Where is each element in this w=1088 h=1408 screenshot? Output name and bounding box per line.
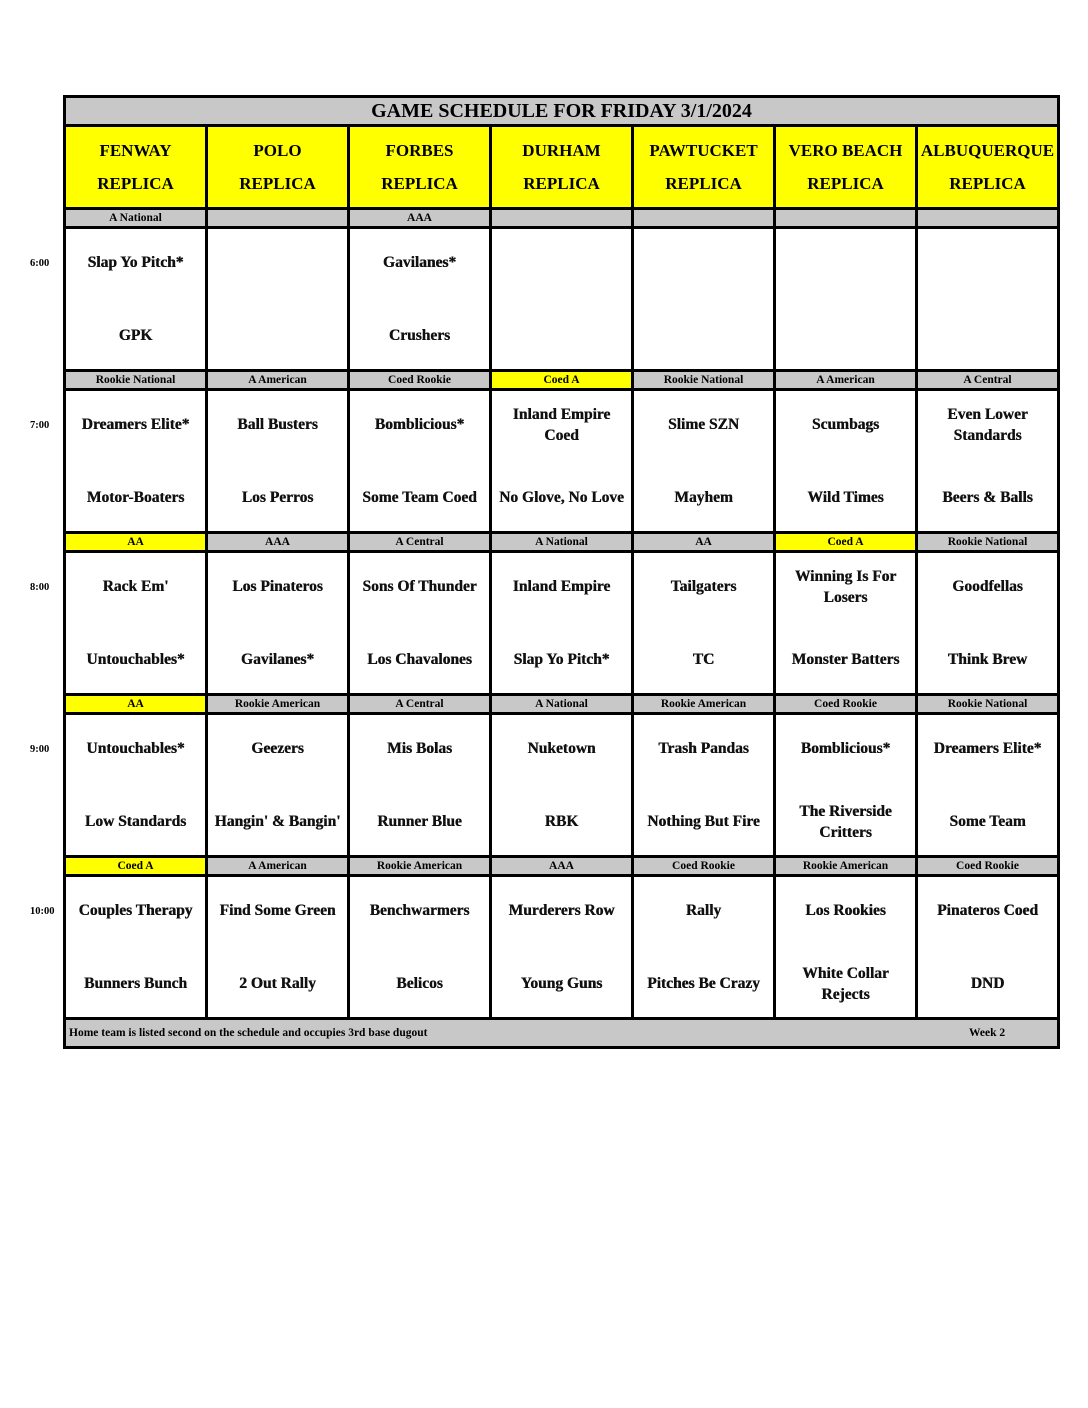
away-team: Ball Busters	[237, 416, 318, 433]
field-header-row	[65, 126, 1059, 209]
division-row	[65, 371, 1059, 390]
home-team: White Collar Rejects	[802, 964, 889, 1003]
away-team: Trash Pandas	[658, 740, 749, 757]
division-label: A National	[491, 533, 633, 552]
field-header	[491, 126, 633, 209]
home-team	[634, 308, 773, 364]
division-label: AAA	[349, 209, 491, 228]
game-cell	[917, 552, 1059, 695]
division-label: AA	[65, 533, 207, 552]
division-label: Rookie American	[633, 695, 775, 714]
game-cell	[917, 228, 1059, 371]
game-row	[65, 228, 1059, 371]
game-cell	[349, 552, 491, 695]
division-label	[633, 209, 775, 228]
division-label	[491, 209, 633, 228]
field-name: VERO BEACH	[788, 141, 903, 160]
division-label: Rookie National	[633, 371, 775, 390]
away-team: Benchwarmers	[369, 902, 470, 919]
field-name: PAWTUCKET	[649, 141, 758, 160]
away-team: Even Lower Standards	[947, 405, 1028, 444]
schedule-slots	[65, 209, 1059, 1019]
home-team: Pitches Be Crazy	[647, 975, 760, 992]
home-team: Los Chavalones	[367, 651, 472, 668]
game-cell	[349, 228, 491, 371]
division-label: AAA	[207, 533, 349, 552]
home-team: Some Team Coed	[362, 489, 477, 506]
home-team: Runner Blue	[377, 813, 462, 830]
division-label: A American	[207, 857, 349, 876]
game-cell	[917, 876, 1059, 1019]
game-cell	[633, 228, 775, 371]
time-label: 9:00	[30, 743, 50, 755]
division-label: A Central	[349, 533, 491, 552]
field-header	[65, 126, 207, 209]
game-cell	[491, 552, 633, 695]
field-name: DURHAM	[522, 141, 601, 160]
away-team: Pinateros Coed	[937, 902, 1038, 919]
away-team: Dreamers Elite*	[933, 740, 1042, 757]
away-team: Rack Em'	[102, 578, 169, 595]
home-team: TC	[692, 651, 715, 668]
away-team: Inland Empire Coed	[512, 405, 611, 444]
home-team	[208, 308, 347, 364]
home-team: Some Team	[949, 813, 1026, 830]
home-team	[918, 308, 1057, 364]
game-cell	[775, 552, 917, 695]
home-team: Wild Times	[807, 489, 884, 506]
home-team: GPK	[118, 327, 153, 344]
division-row	[65, 209, 1059, 228]
game-cell	[491, 714, 633, 857]
division-label: AAA	[491, 857, 633, 876]
division-label: Coed A	[65, 857, 207, 876]
away-team: Goodfellas	[952, 578, 1023, 595]
time-label: 7:00	[30, 419, 50, 431]
game-cell	[491, 390, 633, 533]
field-name: POLO	[253, 141, 302, 160]
game-cell	[207, 390, 349, 533]
field-name: FENWAY	[99, 141, 172, 160]
away-team: Los Pinateros	[232, 578, 323, 595]
away-team: Los Rookies	[805, 902, 886, 919]
schedule-table	[63, 95, 1060, 1049]
field-subtitle: REPLICA	[949, 174, 1026, 193]
game-cell	[349, 876, 491, 1019]
home-team: Belicos	[396, 975, 443, 992]
home-team	[492, 308, 631, 364]
game-row	[65, 876, 1059, 1019]
footer	[65, 1019, 1059, 1048]
division-row	[65, 533, 1059, 552]
away-team: Slap Yo Pitch*	[87, 254, 184, 271]
home-team: 2 Out Rally	[239, 975, 316, 992]
game-cell	[491, 228, 633, 371]
away-team: Nuketown	[527, 740, 596, 757]
home-team	[776, 308, 915, 364]
game-row	[65, 714, 1059, 857]
game-cell	[917, 390, 1059, 533]
field-name: ALBUQUERQUE	[920, 141, 1055, 160]
away-team	[918, 235, 1057, 291]
division-label: Coed Rookie	[775, 695, 917, 714]
division-label: Coed A	[775, 533, 917, 552]
schedule-sheet	[63, 95, 1060, 1049]
home-team: Think Brew	[947, 651, 1028, 668]
home-team: RBK	[544, 813, 579, 830]
home-team: Young Guns	[520, 975, 603, 992]
title-row	[65, 97, 1059, 126]
division-label: Coed Rookie	[349, 371, 491, 390]
field-header	[633, 126, 775, 209]
field-subtitle: REPLICA	[523, 174, 600, 193]
game-row	[65, 390, 1059, 533]
home-team: Crushers	[388, 327, 451, 344]
home-team: Low Standards	[84, 813, 187, 830]
time-label: 6:00	[30, 257, 50, 269]
division-label: Rookie National	[65, 371, 207, 390]
home-team: Mayhem	[674, 489, 733, 506]
away-team: Find Some Green	[219, 902, 336, 919]
game-cell	[65, 714, 207, 857]
home-team: Los Perros	[241, 489, 314, 506]
away-team: Murderers Row	[508, 902, 615, 919]
time-label: 8:00	[30, 581, 50, 593]
field-header	[775, 126, 917, 209]
away-team: Mis Bolas	[386, 740, 453, 757]
field-subtitle: REPLICA	[807, 174, 884, 193]
home-team: DND	[970, 975, 1005, 992]
division-label: A Central	[917, 371, 1059, 390]
division-label: A National	[491, 695, 633, 714]
away-team: Untouchables*	[86, 740, 185, 757]
game-cell	[917, 714, 1059, 857]
division-label: Rookie National	[917, 695, 1059, 714]
away-team: Sons Of Thunder	[362, 578, 477, 595]
home-team: The Riverside Critters	[799, 802, 892, 841]
game-cell	[65, 390, 207, 533]
division-label: Rookie American	[207, 695, 349, 714]
field-header	[349, 126, 491, 209]
away-team: Rally	[685, 902, 722, 919]
game-row	[65, 552, 1059, 695]
home-team: Slap Yo Pitch*	[513, 651, 610, 668]
home-team: Monster Batters	[791, 651, 900, 668]
game-cell	[65, 228, 207, 371]
division-row	[65, 695, 1059, 714]
game-cell	[349, 390, 491, 533]
division-label: Rookie American	[349, 857, 491, 876]
page-title: GAME SCHEDULE FOR FRIDAY 3/1/2024	[65, 97, 1059, 126]
home-team: Bunners Bunch	[84, 975, 187, 992]
game-cell	[633, 714, 775, 857]
home-team: Untouchables*	[86, 651, 185, 668]
game-cell	[207, 552, 349, 695]
division-label: AA	[633, 533, 775, 552]
home-team: Hangin' & Bangin'	[214, 813, 341, 830]
field-subtitle: REPLICA	[239, 174, 316, 193]
division-label: Coed Rookie	[633, 857, 775, 876]
division-label: Rookie National	[917, 533, 1059, 552]
field-subtitle: REPLICA	[665, 174, 742, 193]
division-label: A Central	[349, 695, 491, 714]
field-header	[207, 126, 349, 209]
division-label: Coed Rookie	[917, 857, 1059, 876]
game-cell	[207, 714, 349, 857]
game-cell	[775, 390, 917, 533]
week-label: Week 2	[969, 1027, 1006, 1039]
game-cell	[775, 876, 917, 1019]
away-team: Scumbags	[811, 416, 880, 433]
home-team: Beers & Balls	[942, 489, 1033, 506]
home-team: Nothing But Fire	[647, 813, 760, 830]
away-team: Dreamers Elite*	[81, 416, 190, 433]
division-label	[775, 209, 917, 228]
away-team: Couples Therapy	[78, 902, 193, 919]
division-label: A American	[775, 371, 917, 390]
away-team: Inland Empire	[512, 578, 611, 595]
field-header	[917, 126, 1059, 209]
away-team: Bomblicious*	[800, 740, 891, 757]
field-subtitle: REPLICA	[381, 174, 458, 193]
game-cell	[775, 714, 917, 857]
game-cell	[775, 228, 917, 371]
division-label: A American	[207, 371, 349, 390]
game-cell	[349, 714, 491, 857]
division-label: AA	[65, 695, 207, 714]
division-label	[207, 209, 349, 228]
game-cell	[633, 552, 775, 695]
footer-row	[65, 1019, 1059, 1048]
home-team: Motor-Boaters	[86, 489, 185, 506]
away-team: Slime SZN	[667, 416, 740, 433]
game-cell	[65, 876, 207, 1019]
division-label: A National	[65, 209, 207, 228]
away-team	[634, 235, 773, 291]
field-subtitle: REPLICA	[97, 174, 174, 193]
game-cell	[633, 390, 775, 533]
away-team	[776, 235, 915, 291]
game-cell	[207, 228, 349, 371]
home-team: Gavilanes*	[240, 651, 315, 668]
game-cell	[633, 876, 775, 1019]
home-team: No Glove, No Love	[499, 489, 624, 506]
division-label	[917, 209, 1059, 228]
game-cell	[207, 876, 349, 1019]
field-name: FORBES	[385, 141, 454, 160]
away-team: Bomblicious*	[374, 416, 465, 433]
away-team	[208, 235, 347, 291]
away-team: Tailgaters	[670, 578, 737, 595]
division-label: Coed A	[491, 371, 633, 390]
away-team: Winning Is For Losers	[794, 567, 897, 606]
time-label: 10:00	[30, 905, 55, 917]
away-team: Geezers	[251, 740, 304, 757]
away-team	[492, 235, 631, 291]
division-row	[65, 857, 1059, 876]
game-cell	[65, 552, 207, 695]
away-team: Gavilanes*	[382, 254, 457, 271]
game-cell	[491, 876, 633, 1019]
division-label: Rookie American	[775, 857, 917, 876]
footer-note: Home team is listed second on the schedule and occupies 3rd base dugout	[69, 1027, 428, 1039]
